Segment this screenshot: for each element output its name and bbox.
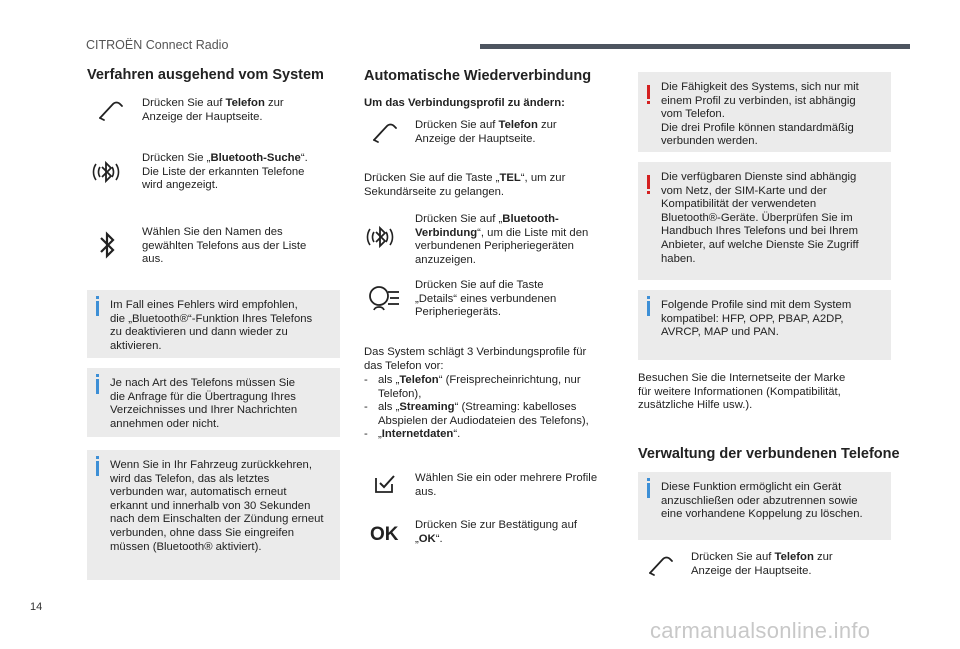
col2-para-1: Drücken Sie auf die Taste „TEL“, um zur Sekundärseite zu gelangen. <box>364 172 566 198</box>
col2-para-2: Das System schlägt 3 Verbindungsprofile für das Telefon vor: <box>364 346 587 372</box>
list-item: - „Internetdaten“. <box>364 428 461 441</box>
list-item: - als „Telefon“ (Freisprecheinrichtung, nur Telefon), <box>364 374 581 400</box>
phone-icon <box>96 98 126 122</box>
info-icon <box>96 461 99 476</box>
info-icon <box>647 483 650 498</box>
warning-icon <box>647 85 650 99</box>
info-icon <box>96 379 99 394</box>
info-box-3: Wenn Sie in Ihr Fahrzeug zurückkehren, wird das Telefon, das als letztes verbunden war, automatisch erneut erkannt und innerhalb von 30 Sekunden nach dem Einschalten der Zündung erneut verbunden, ohne dass Sie eingreifen müssen (Bluetooth® aktiviert). <box>87 450 340 580</box>
header-title: CITROËN Connect Radio <box>86 38 229 52</box>
col1-step-3: Wählen Sie den Namen des gewählten Telefons aus der Liste aus. <box>142 226 307 266</box>
bluetooth-circle-icon <box>364 219 400 255</box>
profile-list <box>364 374 614 442</box>
header-bar <box>480 44 910 49</box>
info-box-4: Folgende Profile sind mit dem System kompatibel: HFP, OPP, PBAP, A2DP, AVRCP, MAP und PAN. <box>638 290 891 360</box>
info-icon <box>647 301 650 316</box>
info-box-2: Je nach Art des Telefons müssen Sie die Anfrage für die Übertragung Ihres Verzeichnisses und Ihrer Nachrichten annehmen oder nicht. <box>87 368 340 437</box>
col1-heading: Verfahren ausgehend vom System <box>87 67 324 83</box>
details-icon <box>366 282 402 318</box>
ok-icon: OK <box>370 524 399 545</box>
info-box-1: Im Fall eines Fehlers wird empfohlen, die „Bluetooth®“-Funktion Ihres Telefons zu deaktivieren und dann wieder zu aktivieren. <box>87 290 340 358</box>
col3-para: Besuchen Sie die Internetseite der Marke für weitere Informationen (Kompatibilität, zusätzliche Hilfe usw.). <box>638 372 846 412</box>
warning-box-1: Die Fähigkeit des Systems, sich nur mit einem Profil zu verbinden, ist abhängig vom Telefon. Die drei Profile können standardmäßig verbunden werden. <box>638 72 891 152</box>
bluetooth-circle-icon <box>90 154 126 190</box>
col3-heading: Verwaltung der verbundenen Telefone <box>638 446 900 462</box>
col3-step: Drücken Sie auf Telefon zur Anzeige der Hauptseite. <box>691 551 833 577</box>
col2-step-3: Drücken Sie auf die Taste „Details“ eines verbundenen Peripheriegeräts. <box>415 279 557 319</box>
col2-step-2: Drücken Sie auf „Bluetooth- Verbindung“, um die Liste mit den verbundenen Peripheriegeräten anzuzeigen. <box>415 213 589 266</box>
info-box-5: Diese Funktion ermöglicht ein Gerät anzuschließen oder abzutrennen sowie eine vorhandene Koppelung zu löschen. <box>638 472 891 540</box>
phone-icon <box>646 553 676 577</box>
warning-icon <box>647 175 650 189</box>
checkbox-icon <box>374 474 396 494</box>
col1-step-1: Drücken Sie auf Telefon zur Anzeige der Hauptseite. <box>142 97 284 123</box>
col2-heading: Automatische Wiederverbindung <box>364 68 592 84</box>
watermark: carmanualsonline.info <box>650 618 871 643</box>
col2-step-1: Drücken Sie auf Telefon zur Anzeige der Hauptseite. <box>415 119 557 145</box>
page-number: 14 <box>30 601 43 613</box>
col2-step-5: Drücken Sie zur Bestätigung auf „OK“. <box>415 519 578 545</box>
col2-step-4: Wählen Sie ein oder mehrere Profile aus. <box>415 472 598 498</box>
col1-step-2: Drücken Sie „Bluetooth-Suche“. Die Liste der erkannten Telefone wird angezeigt. <box>142 152 308 192</box>
phone-icon <box>370 120 400 144</box>
warning-box-2: Die verfügbaren Dienste sind abhängig vom Netz, der SIM-Karte und der Kompatibilität der verwendeten Bluetooth®-Geräte. Überprüfen Sie im Handbuch Ihres Telefons und bei Ihrem Anbieter, auf welche Dienste Sie Zugriff haben. <box>638 162 891 280</box>
bluetooth-icon <box>98 229 118 261</box>
col2-subheading: Um das Verbindungsprofil zu ändern: <box>364 97 565 109</box>
list-item: - als „Streaming“ (Streaming: kabelloses Abspielen der Audiodateien des Telefons), <box>364 401 589 427</box>
info-icon <box>96 301 99 316</box>
